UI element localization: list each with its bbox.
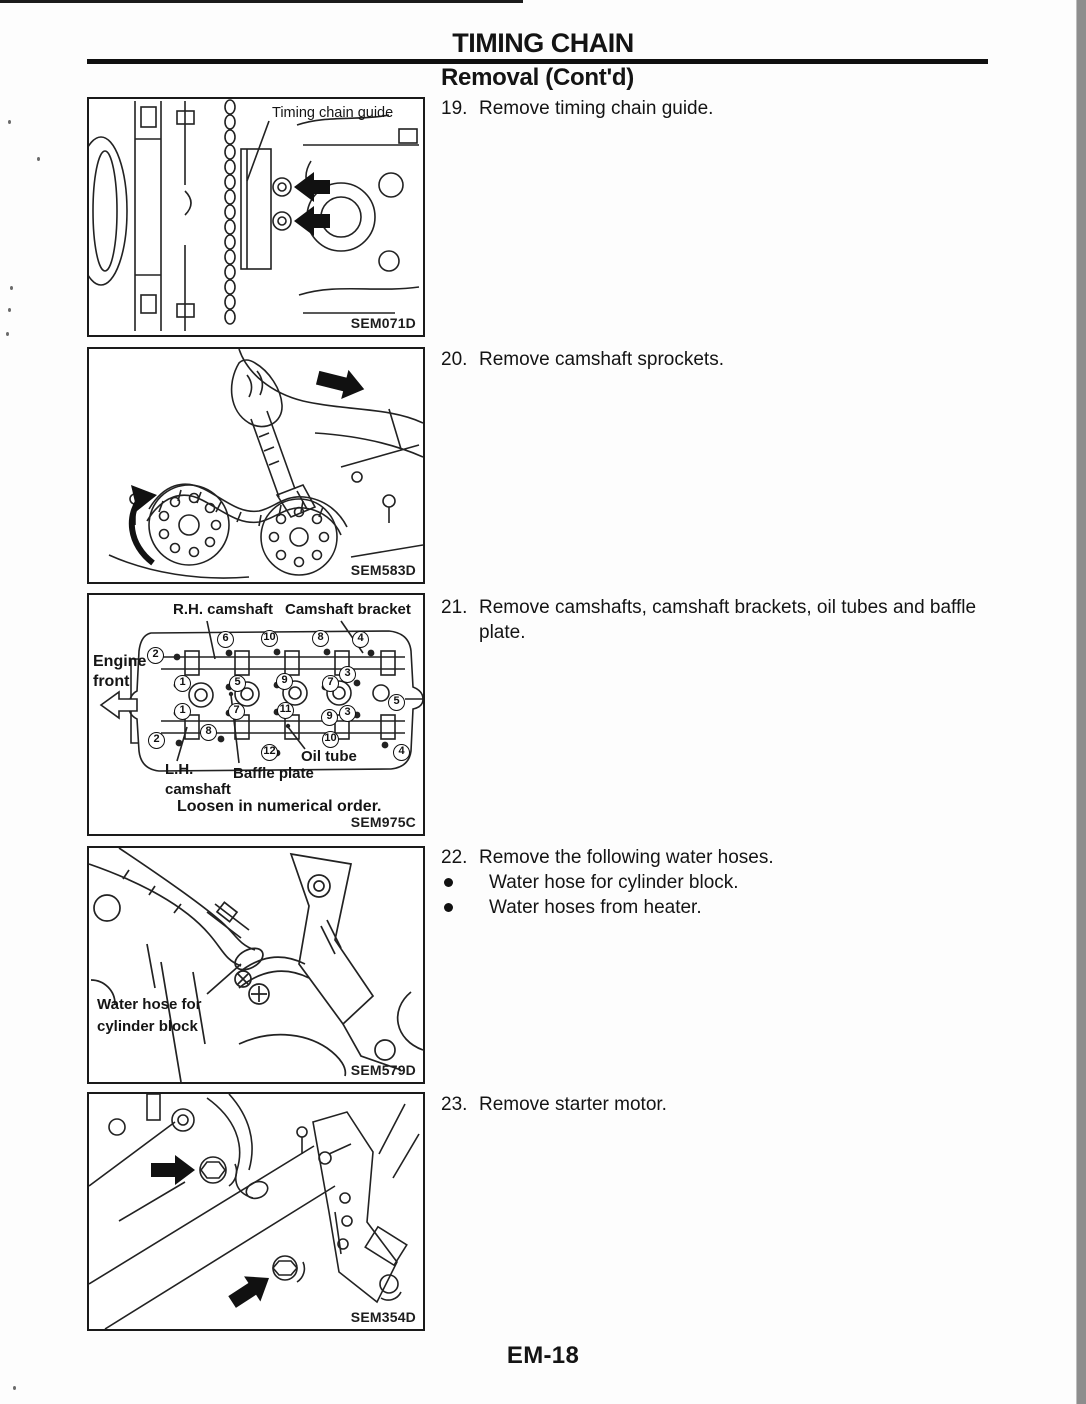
scan-speckle: [13, 1386, 16, 1390]
step-21: [441, 595, 989, 645]
lh-camshaft-label: L.H.: [165, 761, 194, 778]
label-leader-line: [288, 727, 305, 749]
loosen-order-badge: 3: [339, 666, 356, 683]
section-title: Removal (Cont'd): [441, 64, 634, 91]
scan-speckle: [10, 286, 13, 290]
water-hose-illustration: [89, 848, 423, 1082]
step-number: 19.: [441, 98, 468, 119]
scan-speckle: [8, 308, 11, 312]
bullet-item: [441, 870, 989, 895]
loosen-order-badge: 3: [339, 705, 356, 722]
loosen-order-badge: 8: [312, 630, 329, 647]
step-text: Remove starter motor.: [479, 1094, 667, 1115]
step-22: [441, 845, 989, 920]
loosen-order-badge: 7: [322, 675, 339, 692]
loosen-order-badge: 10: [261, 630, 278, 647]
figure-code: SEM354D: [350, 1309, 416, 1325]
figure-code: SEM975C: [350, 814, 416, 830]
step-text: Remove timing chain guide.: [479, 98, 714, 119]
bullet-icon: [444, 903, 453, 912]
water-hose-label: Water hose for: [97, 996, 202, 1013]
starter-motor-illustration: [89, 1094, 423, 1329]
arrow-right-icon: [314, 363, 368, 404]
bullet-item: [441, 895, 989, 920]
loosen-order-badge: 2: [148, 732, 165, 749]
step-text: Remove the following water hoses.: [479, 847, 774, 868]
loosen-order-badge: 9: [321, 709, 338, 726]
bullet-text: Water hoses from heater.: [489, 897, 702, 918]
step-number: 21.: [441, 597, 468, 618]
label-leader-line: [207, 964, 241, 994]
arrow-up-right-icon: [224, 1265, 277, 1314]
loosen-order-badge: 6: [217, 631, 234, 648]
engine-line-art: [109, 349, 423, 578]
step-19: [441, 96, 989, 121]
scan-speckle: [8, 120, 11, 124]
loosen-order-badge: 11: [277, 702, 294, 719]
lh-camshaft-label: camshaft: [165, 781, 231, 798]
figure-code: SEM579D: [350, 1062, 416, 1078]
chain-band: [147, 484, 347, 535]
loosen-note: Loosen in numerical order.: [177, 798, 382, 815]
step-number: 22.: [441, 847, 468, 868]
engine-front-label: front: [93, 673, 130, 690]
camshaft-sprockets-illustration: [89, 349, 423, 582]
step-number: 20.: [441, 349, 468, 370]
label-leader-line: [207, 621, 215, 659]
arrow-left-icon: [294, 206, 330, 236]
step-number: 23.: [441, 1094, 468, 1115]
rh-camshaft-shaft: [161, 657, 405, 669]
water-hose-label: cylinder block: [97, 1018, 198, 1035]
loosen-order-badge: 1: [174, 675, 191, 692]
figure-code: SEM071D: [350, 315, 416, 331]
camshaft-bracket-label: Camshaft bracket: [285, 601, 411, 618]
engine-line-art: [89, 100, 419, 331]
bullet-text: Water hose for cylinder block.: [489, 872, 739, 893]
loosen-order-badge: 4: [393, 744, 410, 761]
rh-camshaft-label: R.H. camshaft: [173, 601, 274, 618]
upper-bolt: [200, 1157, 237, 1186]
figure-code: SEM583D: [350, 562, 416, 578]
loosen-order-badge: 8: [200, 724, 217, 741]
figure-water-hose: [87, 846, 425, 1084]
step-text: Remove camshafts, camshaft brackets, oil tubes and baffle plate.: [479, 597, 977, 643]
arrow-left-icon: [294, 172, 330, 202]
starter-bracket: [313, 1112, 397, 1302]
loosen-order-badge: 5: [388, 694, 405, 711]
scan-speckle: [6, 332, 9, 336]
arrow-right-icon: [151, 1155, 195, 1185]
page-title: TIMING CHAIN: [452, 28, 634, 58]
loosen-order-badge: 2: [147, 647, 164, 664]
figure-camshaft-layout: [87, 593, 425, 836]
step-text: Remove camshaft sprockets.: [479, 349, 724, 370]
bracket: [291, 854, 373, 1024]
chain-guide: [241, 149, 271, 269]
scan-edge-right: [1076, 0, 1086, 1404]
hand: [232, 360, 282, 427]
oil-tube-label: Oil tube: [301, 748, 357, 765]
loosen-order-badge: 9: [276, 673, 293, 690]
figure-starter-motor: [87, 1092, 425, 1331]
loosen-order-badge: 1: [174, 703, 191, 720]
lh-camshaft-shaft: [161, 721, 405, 733]
figure-camshaft-sprockets: [87, 347, 425, 584]
timing-chain-guide-label: Timing chain guide: [272, 105, 394, 121]
engine-line-art: [89, 848, 423, 1082]
loosen-order-badge: 12: [261, 744, 278, 761]
loosen-order-badge: 10: [322, 731, 339, 748]
loosen-order-badge: 5: [229, 675, 246, 692]
step-20: [441, 347, 989, 372]
lower-bolt: [273, 1256, 304, 1282]
page-number: EM-18: [506, 1342, 580, 1369]
engine-front-label: Engine: [93, 653, 147, 670]
guide-bolt: [273, 212, 291, 230]
figure-timing-chain-guide: [87, 97, 425, 337]
loosen-order-badge: 4: [352, 631, 369, 648]
loosen-order-badge: 7: [228, 703, 245, 720]
scan-speckle: [37, 157, 40, 161]
timing-chain: [225, 100, 235, 324]
bullet-icon: [444, 878, 453, 887]
right-sprocket: [261, 499, 337, 575]
timing-chain-guide-illustration: [89, 99, 423, 335]
scan-edge-top: [0, 0, 523, 3]
guide-bolt: [273, 178, 291, 196]
step-23: [441, 1092, 989, 1117]
baffle-plate-label: Baffle plate: [233, 765, 314, 782]
